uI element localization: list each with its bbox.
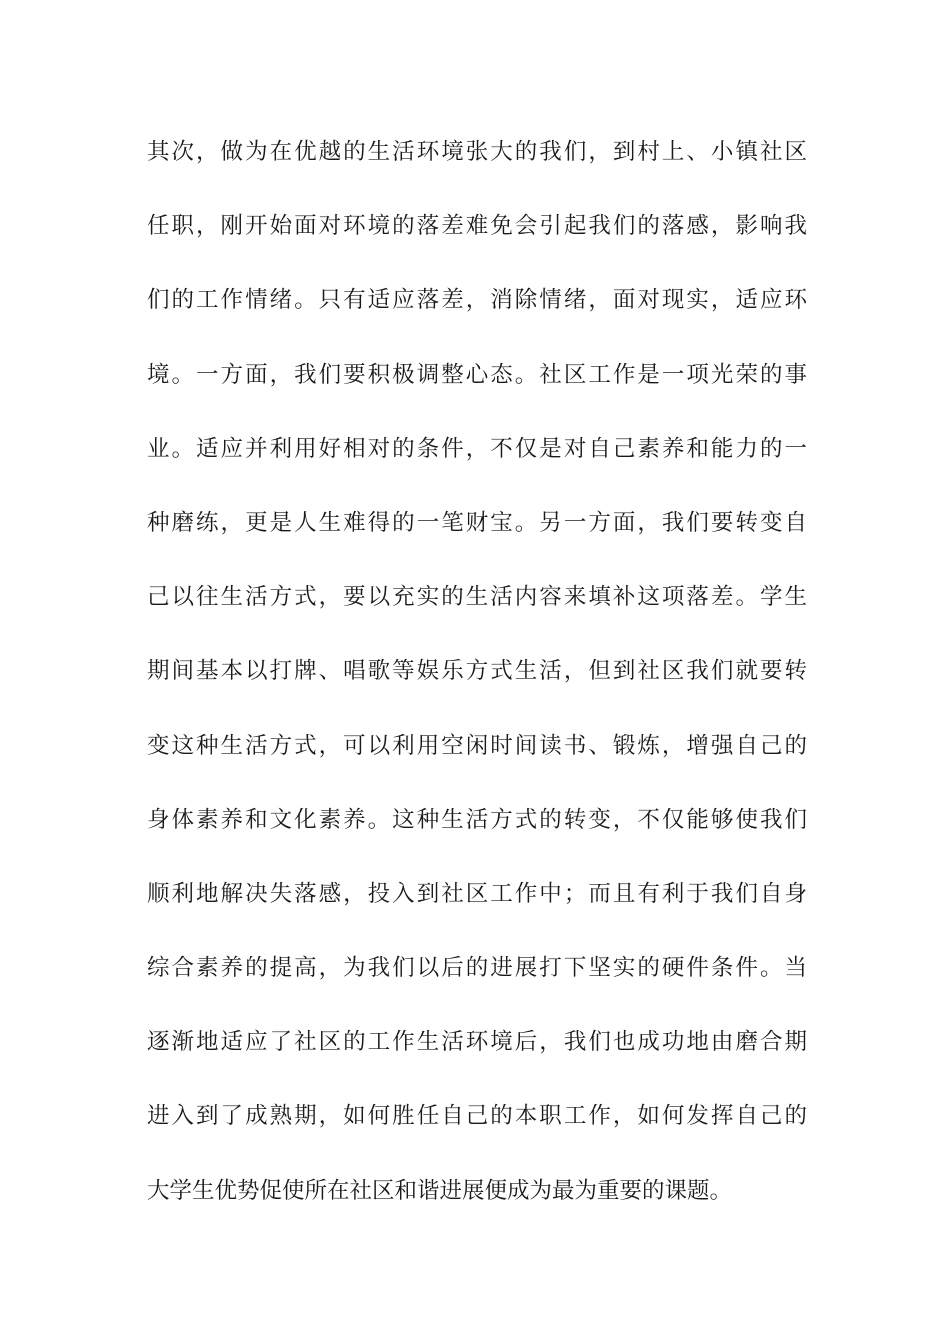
- text-line-15: 大学生优势促使所在社区和谐进展便成为最为重要的课题。: [147, 1177, 733, 1204]
- text-line-7: 己以往生活方式，要以充实的生活内容来填补这项落差。学生: [147, 584, 807, 611]
- text-line-12: 综合素养的提高，为我们以后的进展打下坚实的硬件条件。当: [147, 955, 807, 982]
- body-paragraph: [147, 134, 807, 1247]
- text-line-9: 变这种生活方式，可以利用空闲时间读书、锻炼，增强自己的: [147, 732, 807, 759]
- text-line-3: 们的工作情绪。只有适应落差，消除情绪，面对现实，适应环: [147, 287, 807, 314]
- text-line-2: 任职，刚开始面对环境的落差难免会引起我们的落感，影响我: [147, 213, 807, 240]
- text-line-10: 身体素养和文化素养。这种生活方式的转变，不仅能够使我们: [147, 806, 807, 833]
- text-line-8: 期间基本以打牌、唱歌等娱乐方式生活，但到社区我们就要转: [147, 658, 807, 685]
- text-line-14: 进入到了成熟期，如何胜任自己的本职工作，如何发挥自己的: [147, 1103, 807, 1130]
- text-line-13: 逐渐地适应了社区的工作生活环境后，我们也成功地由磨合期: [147, 1029, 807, 1056]
- text-line-11: 顺利地解决失落感，投入到社区工作中；而且有利于我们自身: [147, 880, 807, 907]
- text-line-4: 境。一方面，我们要积极调整心态。社区工作是一项光荣的事: [147, 361, 807, 388]
- text-line-1: 其次，做为在优越的生活环境张大的我们，到村上、小镇社区: [147, 139, 807, 165]
- text-line-5: 业。适应并利用好相对的条件，不仅是对自己素养和能力的一: [147, 435, 807, 462]
- text-line-6: 种磨练，更是人生难得的一笔财宝。另一方面，我们要转变自: [147, 509, 807, 536]
